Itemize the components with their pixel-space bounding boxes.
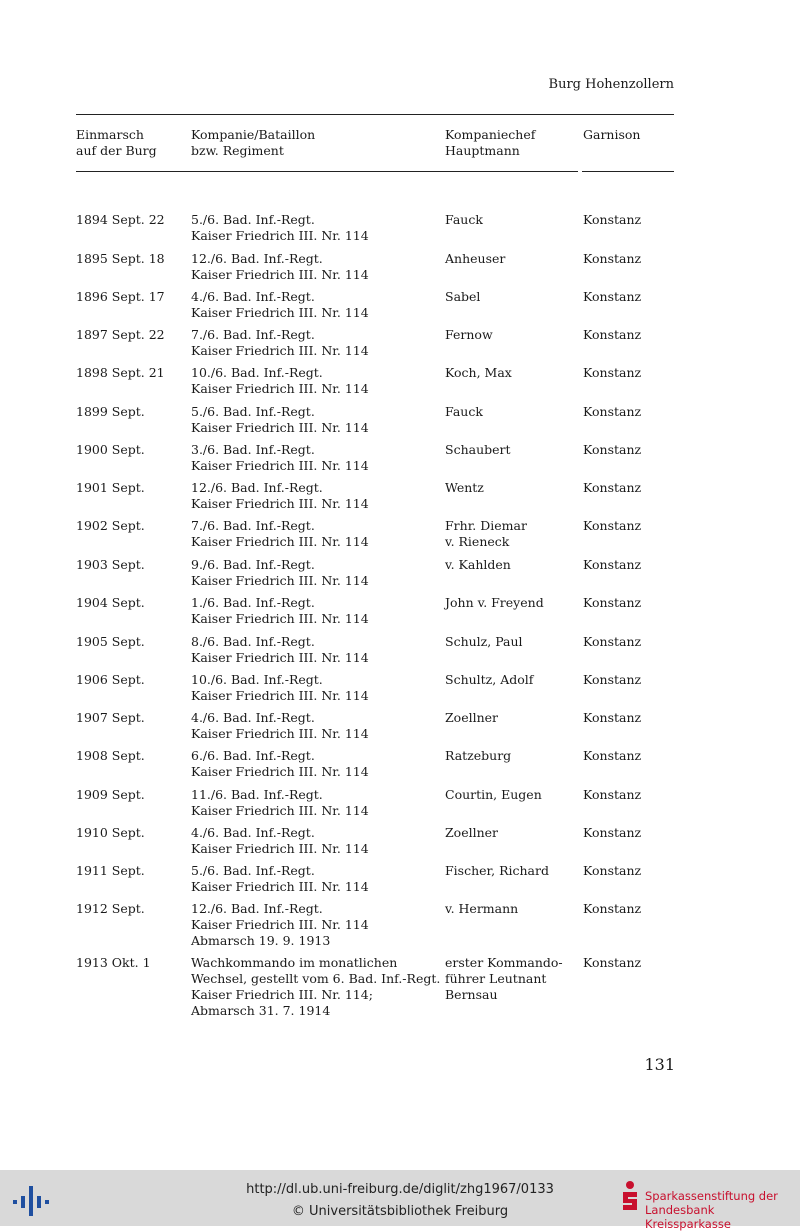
row-date: 1910 Sept.: [76, 825, 145, 840]
row-unit: 10./6. Bad. Inf.-Regt. Kaiser Friedrich III. Nr. 114: [191, 365, 369, 396]
row-unit: 4./6. Bad. Inf.-Regt. Kaiser Friedrich III. Nr. 114: [191, 825, 369, 856]
row-unit: Wachkommando im monatlichen Wechsel, gestellt vom 6. Bad. Inf.-Regt. Kaiser Friedrich III. Nr. 114; Abmarsch 31. 7. 1914: [191, 955, 441, 1018]
row-unit: 1./6. Bad. Inf.-Regt. Kaiser Friedrich III. Nr. 114: [191, 595, 369, 626]
row-unit: 4./6. Bad. Inf.-Regt. Kaiser Friedrich III. Nr. 114: [191, 710, 369, 741]
row-chief: Fernow: [445, 327, 493, 342]
page-number: 131: [644, 1055, 675, 1074]
header-top-rule: [76, 114, 674, 115]
footer-bar: [0, 1170, 800, 1231]
row-chief: Fauck: [445, 404, 483, 419]
row-date: 1903 Sept.: [76, 557, 145, 572]
row-chief: Fischer, Richard: [445, 863, 549, 878]
row-unit: 7./6. Bad. Inf.-Regt. Kaiser Friedrich III. Nr. 114: [191, 518, 369, 549]
row-chief: Schulz, Paul: [445, 634, 523, 649]
row-chief: v. Kahlden: [445, 557, 511, 572]
row-garrison: Konstanz: [583, 825, 642, 840]
row-chief: Zoellner: [445, 825, 499, 840]
row-chief: v. Hermann: [445, 901, 519, 916]
row-garrison: Konstanz: [583, 710, 642, 725]
row-garrison: Konstanz: [583, 672, 642, 687]
row-unit: 10./6. Bad. Inf.-Regt. Kaiser Friedrich III. Nr. 114: [191, 672, 369, 703]
header-chief: Kompaniechef Hauptmann: [445, 127, 536, 158]
row-garrison: Konstanz: [583, 289, 642, 304]
row-garrison: Konstanz: [583, 442, 642, 457]
header-bottom-rule: [76, 171, 578, 172]
row-date: 1899 Sept.: [76, 404, 145, 419]
row-date: 1912 Sept.: [76, 901, 145, 916]
row-garrison: Konstanz: [583, 365, 642, 380]
row-garrison: Konstanz: [583, 251, 642, 266]
header-unit: Kompanie/Bataillon bzw. Regiment: [191, 127, 316, 158]
row-garrison: Konstanz: [583, 212, 642, 227]
row-chief: Courtin, Eugen: [445, 787, 542, 802]
row-unit: 3./6. Bad. Inf.-Regt. Kaiser Friedrich III. Nr. 114: [191, 442, 369, 473]
row-unit: 5./6. Bad. Inf.-Regt. Kaiser Friedrich III. Nr. 114: [191, 212, 369, 243]
row-date: 1900 Sept.: [76, 442, 145, 457]
row-date: 1908 Sept.: [76, 748, 145, 763]
row-unit: 12./6. Bad. Inf.-Regt. Kaiser Friedrich III. Nr. 114 Abmarsch 19. 9. 1913: [191, 901, 369, 948]
row-date: 1909 Sept.: [76, 787, 145, 802]
row-date: 1895 Sept. 18: [76, 251, 165, 266]
row-date: 1897 Sept. 22: [76, 327, 165, 342]
row-chief: Schultz, Adolf: [445, 672, 534, 687]
row-chief: Anheuser: [445, 251, 506, 266]
row-date: 1905 Sept.: [76, 634, 145, 649]
sponsor-text: Sparkassenstiftung der Landesbank Kreissparkasse: [645, 1189, 778, 1231]
row-garrison: Konstanz: [583, 634, 642, 649]
row-date: 1906 Sept.: [76, 672, 145, 687]
row-chief: erster Kommando- führer Leutnant Bernsau: [445, 955, 563, 1002]
row-chief: Koch, Max: [445, 365, 512, 380]
row-date: 1911 Sept.: [76, 863, 145, 878]
header-garrison: Garnison: [583, 127, 641, 142]
row-chief: Fauck: [445, 212, 483, 227]
row-chief: Ratzeburg: [445, 748, 512, 763]
footer-copyright: © Universitätsbibliothek Freiburg: [291, 1204, 509, 1219]
row-garrison: Konstanz: [583, 557, 642, 572]
header-date: Einmarsch auf der Burg: [76, 127, 157, 158]
row-garrison: Konstanz: [583, 955, 642, 970]
row-garrison: Konstanz: [583, 901, 642, 916]
row-chief: Frhr. Diemar v. Rieneck: [445, 518, 527, 549]
row-garrison: Konstanz: [583, 480, 642, 495]
row-garrison: Konstanz: [583, 748, 642, 763]
footer-url[interactable]: http://dl.ub.uni-freiburg.de/diglit/zhg1967/0133: [246, 1182, 554, 1197]
row-unit: 5./6. Bad. Inf.-Regt. Kaiser Friedrich III. Nr. 114: [191, 404, 369, 435]
row-garrison: Konstanz: [583, 327, 642, 342]
row-date: 1904 Sept.: [76, 595, 145, 610]
row-garrison: Konstanz: [583, 595, 642, 610]
row-unit: 12./6. Bad. Inf.-Regt. Kaiser Friedrich III. Nr. 114: [191, 480, 369, 511]
row-date: 1894 Sept. 22: [76, 212, 165, 227]
row-garrison: Konstanz: [583, 863, 642, 878]
row-garrison: Konstanz: [583, 404, 642, 419]
row-chief: Zoellner: [445, 710, 499, 725]
row-date: 1913 Okt. 1: [76, 955, 151, 970]
row-date: 1896 Sept. 17: [76, 289, 165, 304]
row-garrison: Konstanz: [583, 787, 642, 802]
row-chief: Sabel: [445, 289, 481, 304]
row-chief: Wentz: [445, 480, 484, 495]
row-date: 1898 Sept. 21: [76, 365, 165, 380]
row-unit: 6./6. Bad. Inf.-Regt. Kaiser Friedrich III. Nr. 114: [191, 748, 369, 779]
row-unit: 5./6. Bad. Inf.-Regt. Kaiser Friedrich III. Nr. 114: [191, 863, 369, 894]
sparkasse-logo-icon: [620, 1180, 640, 1214]
row-date: 1901 Sept.: [76, 480, 145, 495]
header-bottom-rule-garrison: [582, 171, 674, 172]
row-chief: Schaubert: [445, 442, 511, 457]
row-date: 1907 Sept.: [76, 710, 145, 725]
row-unit: 8./6. Bad. Inf.-Regt. Kaiser Friedrich III. Nr. 114: [191, 634, 369, 665]
row-garrison: Konstanz: [583, 518, 642, 533]
row-unit: 9./6. Bad. Inf.-Regt. Kaiser Friedrich III. Nr. 114: [191, 557, 369, 588]
row-chief: John v. Freyend: [445, 595, 544, 610]
row-unit: 4./6. Bad. Inf.-Regt. Kaiser Friedrich III. Nr. 114: [191, 289, 369, 320]
row-date: 1902 Sept.: [76, 518, 145, 533]
row-unit: 12./6. Bad. Inf.-Regt. Kaiser Friedrich III. Nr. 114: [191, 251, 369, 282]
running-head: Burg Hohenzollern: [548, 77, 674, 92]
row-unit: 11./6. Bad. Inf.-Regt. Kaiser Friedrich III. Nr. 114: [191, 787, 369, 818]
row-unit: 7./6. Bad. Inf.-Regt. Kaiser Friedrich III. Nr. 114: [191, 327, 369, 358]
